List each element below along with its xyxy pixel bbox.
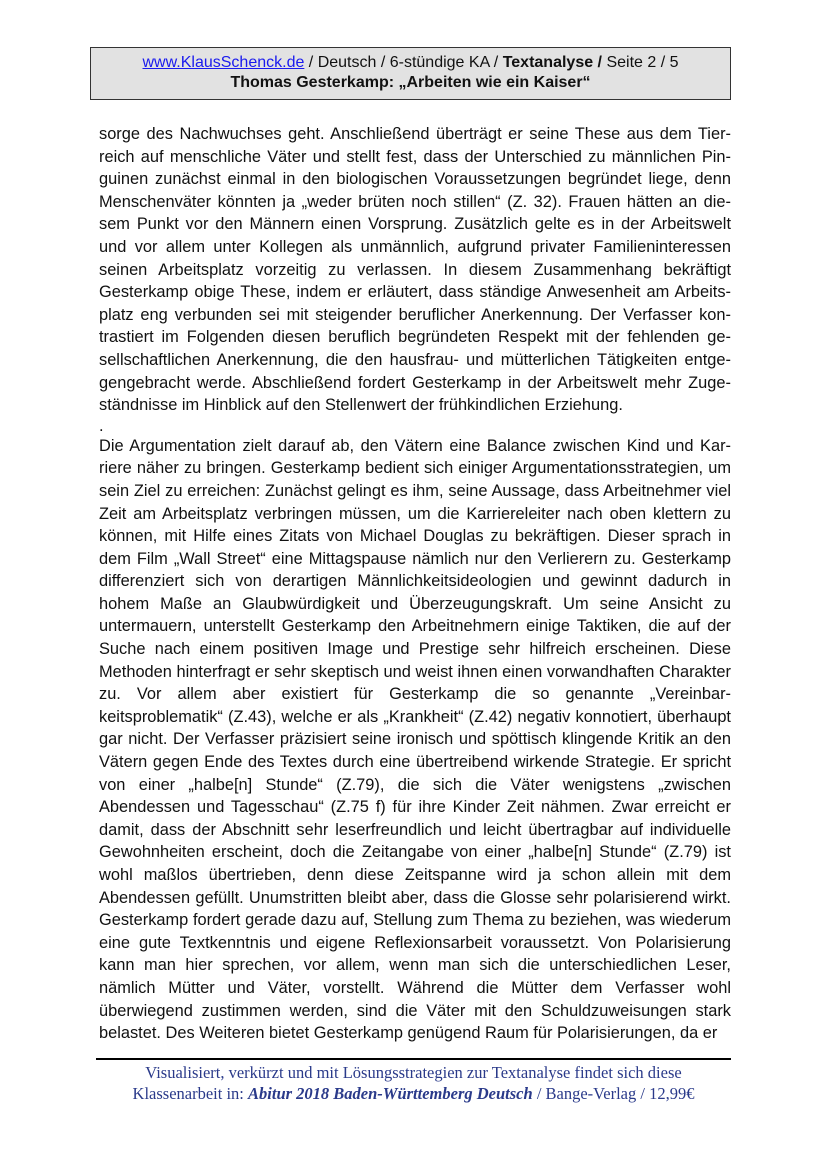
page-footer bbox=[96, 1062, 731, 1104]
paragraph-separator: . bbox=[99, 416, 104, 435]
footer-divider bbox=[96, 1058, 731, 1060]
header-section: Textanalyse / bbox=[502, 54, 602, 71]
header-breadcrumb: / Deutsch / 6-stündige KA / bbox=[304, 54, 503, 71]
document-title bbox=[91, 73, 730, 93]
footer-suffix: / Bange-Verlag / 12,99€ bbox=[532, 1084, 695, 1103]
header-breadcrumb-line bbox=[91, 53, 730, 73]
footer-line-2 bbox=[96, 1083, 731, 1104]
paragraph-2: Die Argumentation zielt darauf ab, den Vätern eine Balance zwischen Kind und Karriere näher zu bringen. Gesterkamp bedient sich einiger Argumentationsstrategien, um sein Ziel zu erreichen: Zunächst gelingt es ihm, seine Aussage, dass Arbeitnehmer viel Zeit am Arbeitsplatz verbringen müssen, um die Karriereleiter nach oben klettern zu können, mit Hilfe eines Zitats von Michael Douglas zu bekräftigen. Dieser sprach in dem Film „Wall Street“ eine Mittagspause nämlich nur den Verlierern zu. Gesterkamp differenziert sich von derartigen Männlichkeitsideologien und gewinnt dadurch in hohem Maße an Glaubwürdigkeit und Überzeugungskraft. Um seine Ansicht zu untermauern, unterstellt Gesterkamp den Arbeitnehmern einige Taktiken, die auf der Suche nach einem positiven Image und Prestige sehr hilfreich erscheinen. Diese Methoden hinterfragt er sehr skeptisch und weist ihnen einen vorwandhaften Charakter zu. Vor allem aber existiert für Gesterkamp die so genannte „Vereinbarkeitsproblematik“ (Z.43), welche er als „Krankheit“ (Z.42) negativ konnotiert, überhaupt gar nicht. Der Verfasser präzisiert seine ironisch und spöttisch klingende Kritik an den Vätern gegen Ende des Textes durch eine übertreibend wirkende Strategie. Er spricht von einer „halbe[n] Stunde“ (Z.79), die sich die Väter wenigstens „zwischen Abendessen und Tagesschau“ (Z.75 f) für ihre Kinder Zeit nähmen. Zwar erreicht er damit, dass der Abschnitt sehr leserfreundlich und leicht übertragbar auf individuelle Gewohnheiten erscheint, doch die Zeitangabe von einer „halbe[n] Stunde“ (Z.79) ist wohl maßlos übertrieben, denn diese Zeitspanne wird ja schon allein mit dem Abendessen gefüllt. Unumstritten bleibt aber, dass die Glosse sehr polarisierend wirkt. Gesterkamp fordert gerade dazu auf, Stellung zum Thema zu beziehen, was wiederum eine gute Textkenntnis und eigene Reflexionsarbeit voraussetzt. Von Polarisierung kann man hier sprechen, vor allem, wenn man sich die unterschiedlichen Leser, nämlich Mütter und Väter, vorstellt. Während die Mütter dem Verfasser wohl überwiegend zustimmen werden, sind die Väter mit den Schuldzuweisungen stark belastet. Des Weiteren bietet Gesterkamp genügend Raum für Polarisierungen, da er bbox=[99, 436, 731, 1043]
document-title-text: Thomas Gesterkamp: „Arbeiten wie ein Kaiser“ bbox=[230, 74, 591, 91]
page-header bbox=[90, 47, 731, 100]
paragraph-1: sorge des Nachwuchses geht. Anschließend überträgt er seine These aus dem Tierreich auf menschliche Väter und stellt fest, dass der Unterschied zu männlichen Pinguinen zunächst einmal in den biologischen Voraussetzungen begründet liege, denn Menschenväter könnten ja „weder brüten noch stillen“ (Z. 32). Frauen hätten an diesem Punkt vor den Männern einen Vorsprung. Zusätzlich gelte es in der Arbeitswelt und vor allem unter Kollegen als unmännlich, aufgrund privater Familieninteressen seinen Arbeitsplatz vorzeitig zu verlassen. In diesem Zusammenhang bekräftigt Gesterkamp obige These, indem er erläutert, dass ständige Anwesenheit am Arbeitsplatz eng verbunden sei mit steigender beruflicher Anerkennung. Der Verfasser kontrastiert im Folgenden diesen beruflich begründeten Respekt mit der fehlenden gesellschaftlichen Anerkennung, die den hausfrau- und mütterlichen Tätigkeiten entgegengebracht werde. Abschließend fordert Gesterkamp in der Arbeitswelt mehr Zugeständnisse im Hinblick auf den Stellenwert der frühkindlichen Erziehung. bbox=[99, 125, 731, 415]
header-page-info: Seite 2 / 5 bbox=[602, 54, 679, 71]
analysis-body bbox=[99, 123, 731, 1045]
footer-line-1: Visualisiert, verkürzt und mit Lösungsstrategien zur Textanalyse findet sich diese bbox=[145, 1063, 682, 1082]
book-title: Abitur 2018 Baden-Württemberg Deutsch bbox=[248, 1084, 533, 1103]
footer-prefix: Klassenarbeit in: bbox=[132, 1084, 249, 1103]
site-link[interactable]: www.KlausSchenck.de bbox=[142, 54, 305, 71]
